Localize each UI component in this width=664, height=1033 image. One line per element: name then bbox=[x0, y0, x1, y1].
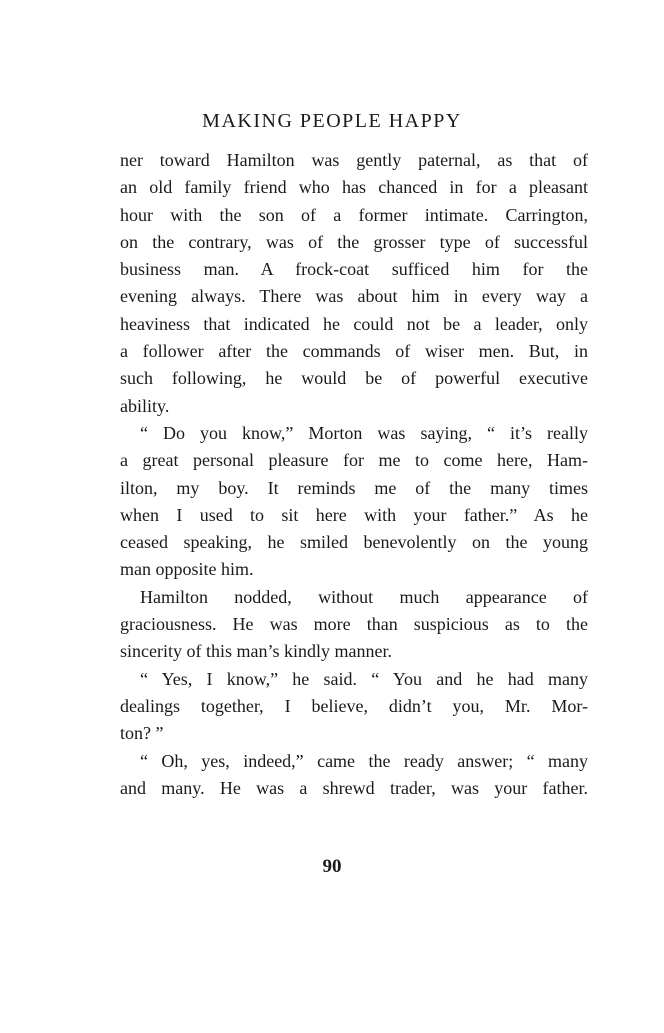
text-line: Hamilton nodded, without much appearance of bbox=[140, 586, 588, 607]
text-line: such following, he would be of powerful executive bbox=[120, 368, 588, 389]
text-line: ton? ” bbox=[120, 723, 164, 744]
body-text bbox=[120, 147, 588, 802]
text-line: man opposite him. bbox=[120, 559, 254, 580]
text-line: dealings together, I believe, didn’t you, Mr. Mor- bbox=[120, 695, 588, 716]
running-head-title: MAKING PEOPLE HAPPY bbox=[202, 110, 462, 132]
text-line: heaviness that indicated he could not be a leader, only bbox=[120, 313, 588, 334]
text-line: sincerity of this man’s kindly manner. bbox=[120, 641, 392, 662]
text-line: a great personal pleasure for me to come here, Ham- bbox=[120, 450, 588, 471]
text-line: hour with the son of a former intimate. Carrington, bbox=[120, 204, 588, 225]
text-line: when I used to sit here with your father.” As he bbox=[120, 504, 588, 525]
text-line: ner toward Hamilton was gently paternal, as that of bbox=[120, 150, 588, 170]
text-line: on the contrary, was of the grosser type of successful bbox=[120, 231, 588, 252]
text-line: an old family friend who has chanced in for a pleasant bbox=[120, 177, 588, 198]
text-line: graciousness. He was more than suspicious as to the bbox=[120, 614, 588, 635]
text-line: ilton, my boy. It reminds me of the many times bbox=[120, 477, 588, 498]
text-line: ability. bbox=[120, 395, 170, 416]
text-line: “ Yes, I know,” he said. “ You and he had many bbox=[140, 668, 588, 689]
text-line: a follower after the commands of wiser men. But, in bbox=[120, 341, 588, 362]
text-line: “ Do you know,” Morton was saying, “ it’s really bbox=[140, 422, 588, 443]
text-line: business man. A frock-coat sufficed him for the bbox=[120, 259, 588, 280]
text-line: and many. He was a shrewd trader, was your father. bbox=[120, 777, 588, 798]
page-number: 90 bbox=[322, 856, 342, 877]
text-line: evening always. There was about him in every way a bbox=[120, 286, 588, 307]
text-line: ceased speaking, he smiled benevolently on the young bbox=[120, 532, 588, 553]
text-line: “ Oh, yes, indeed,” came the ready answer; “ many bbox=[140, 750, 588, 771]
